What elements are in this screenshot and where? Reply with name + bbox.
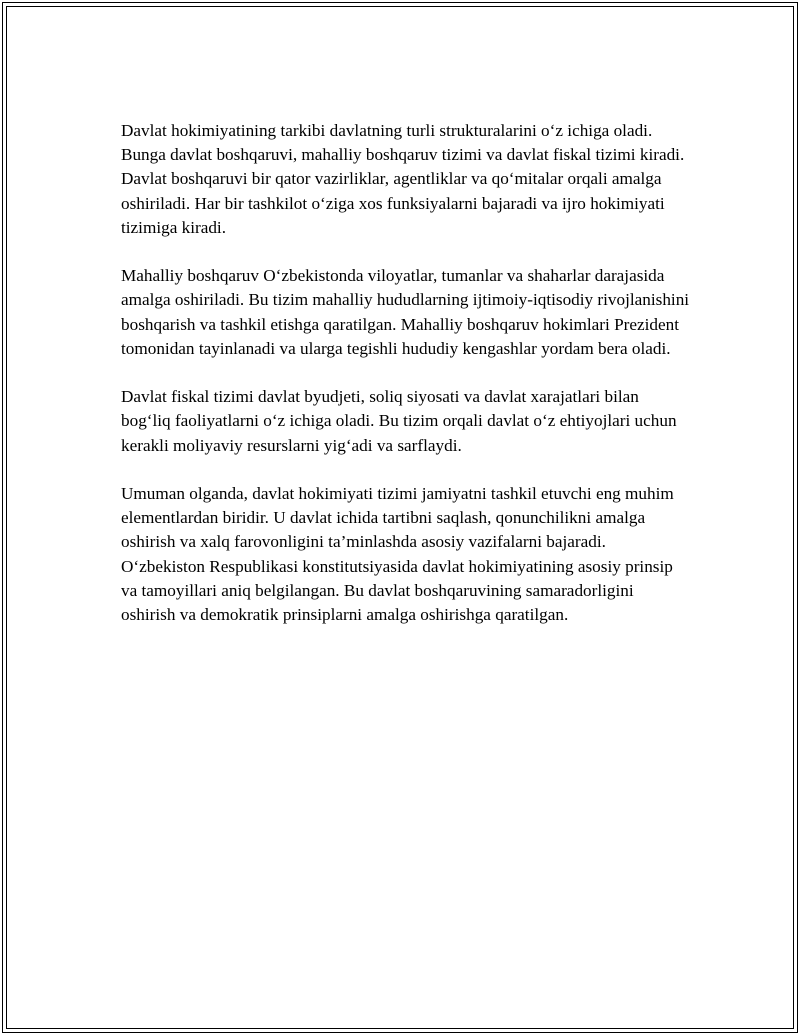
document-body	[121, 119, 691, 651]
paragraph-1: Davlat hokimiyatining tarkibi davlatning turli strukturalarini o‘z ichiga oladi. Bunga davlat boshqaruvi, mahalliy boshqaruv tizimi va davlat fiskal tizimi kiradi. Davlat boshqaruvi bir qator vazirliklar, agentliklar va qo‘mitalar orqali amalga oshiriladi. Har bir tashkilot o‘ziga xos funksiyalarni bajaradi va ijro hokimiyati tizimiga kiradi.	[121, 121, 685, 237]
paragraph-3: Davlat fiskal tizimi davlat byudjeti, soliq siyosati va davlat xarajatlari bilan bog‘liq faoliyatlarni o‘z ichiga oladi. Bu tizim orqali davlat o‘z ehtiyojlari uchun kerakli moliyaviy resurslarni yig‘adi va sarflaydi.	[121, 387, 677, 455]
paragraph-2: Mahalliy boshqaruv O‘zbekistonda viloyatlar, tumanlar va shaharlar darajasida amalga oshiriladi. Bu tizim mahalliy hududlarning ijtimoiy-iqtisodiy rivojlanishini boshqarish va tashkil etishga qaratilgan. Mahalliy boshqaruv hokimlari Prezident tomonidan tayinlanadi va ularga tegishli hududiy kengashlar yordam bera oladi.	[121, 266, 690, 358]
document-page	[2, 2, 798, 1033]
paragraph-4: Umuman olganda, davlat hokimiyati tizimi jamiyatni tashkil etuvchi eng muhim elementlardan biridir. U davlat ichida tartibni saqlash, qonunchilikni amalga oshirish va xalq farovonligini ta’minlashda asosiy vazifalarni bajaradi. O‘zbekiston Respublikasi konstitutsiyasida davlat hokimiyatining asosiy prinsip va tamoyillari aniq belgilangan. Bu davlat boshqaruvining samaradorligini oshirish va demokratik prinsiplarni amalga oshirishga qaratilgan.	[121, 484, 674, 625]
